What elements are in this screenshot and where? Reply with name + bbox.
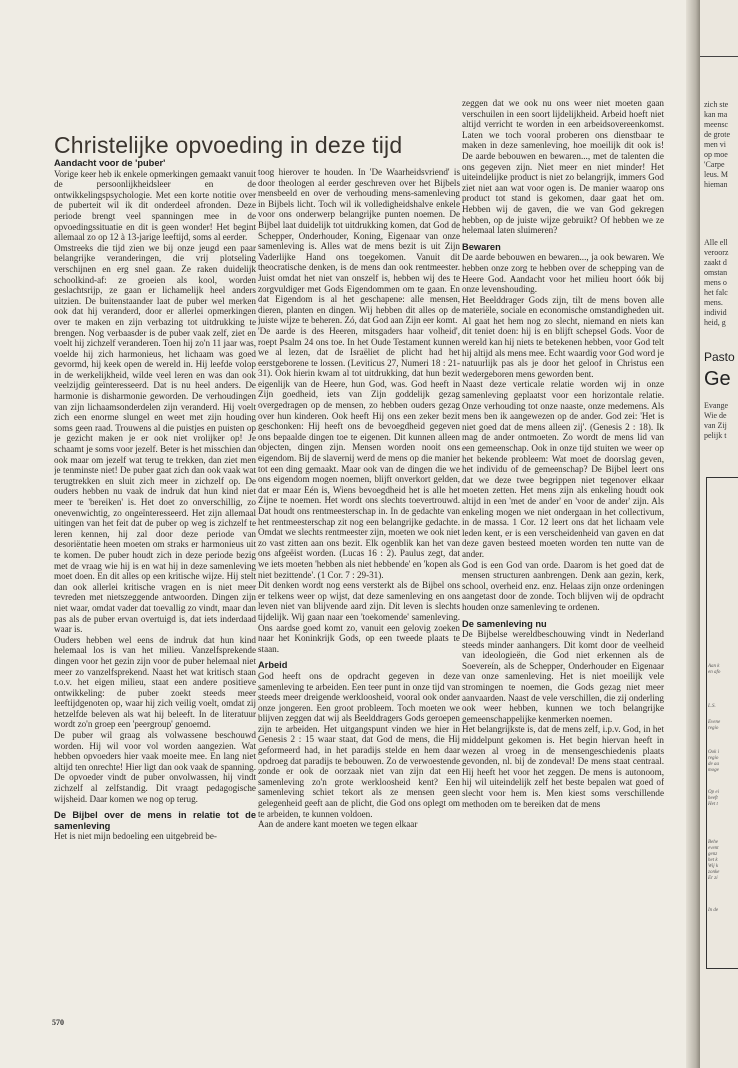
paragraph: Ouders hebben wel eens de indruk dat hun kind helemaal los is van het milieu. Vanzelfsprekende dingen voor het gezin zijn voor de puber helemaal niet meer zo vanzelfsprekend. Naast het wat kritisch staan t.o.v. het eigen milieu, staat een andere positieve ontwikkeling: de puber zoekt steeds meer leeftijdgenoten op, waar hij zich veilig voelt, omdat zij hetzelfde beleven als wat hij beleeft. In de literatuur wordt zo'n groep een 'peergroup' genoemd. <box>54 634 256 730</box>
notice-fragment: Behe event genz het k Wij k zonke Er zi <box>708 840 720 881</box>
section-heading-large: Ge <box>704 368 731 390</box>
paragraph: Omstreeks die tijd zien we bij onze jeugd een paar belangrijke veranderingen, die vrij plotseling verschijnen en erg snel gaan. Ze raken duidelijk schoolkind-af: ze groeien als kool, worden geslachtsrijp, ze gaan er lichamelijk heel anders uitzien. De buitenstaander laat de puber wel merken ook dat hij veranderd, door er allerlei opmerkingen over te maken en zijn verbazing tot uitdrukking te brengen. Nog verbaasder is de puber vaak zelf, ziet en voelt hij zichzelf veranderen. Toen hij zo'n 11 jaar was, voelde hij zich harmonieus, het lichaam was goed gevormd, hij keek open de wereld in. Hij leefde volop in de werkelijkheid, wilde veel leren en was dan ook veelzijdig geïnteresseerd. Dat is nu heel anders. De harmonie is disharmonie geworden. De verhoudingen van zijn lichaamsonderdelen zijn veranderd. Hij voelt zich een enorme slungel en weet met zijn houding soms geen raad. Trouwens al die puistjes en puisten op je gezicht maken je er ook niet vrolijker op! Je schaamt je soms voor jezelf. Beter is het misschien dan ook maar om jezelf wat terug te trekken, dan ziet men je tenminste niet! De puber gaat zich dan ook vaak wat terugtrekken en sluit zich meer in zichzelf op. De ouders hebben nu vaak de indruk dat hun kind niet meer te 'bereiken' is. Het doet zo onverschillig, zo onevenwichtig, zo ongeïnteresseerd. Het zijn allemaal uitingen van het feit dat de puber op weg is zichzelf te leren kennen, hij zal door deze periode van desoriëntatie heen moeten om straks er harmonieus uit te komen. De puber houdt zich in deze periode bezig met de vraag wie hij is en wat hij in deze samenleving moet doen. En dit alles op een kritische wijze. Hij stelt dan ook allerlei kritische vragen en is niet meer tevreden met nietszeggende antwoorden. Dingen zijn niet waar, omdat vader dat toevallig zo vindt, maar dan pas als de puber ervan overtuigd is, dat iets inderdaad waar is. <box>54 242 256 635</box>
section-heading: Aandacht voor de 'puber' <box>54 158 166 168</box>
notice-fragment: Aan k en afo <box>708 664 721 675</box>
paragraph: Het belangrijkste is, dat de mens zelf, i.p.v. God, in het middelpunt gekomen is. Het begin hiervan heeft in wezen al vroeg in de mensengeschiedenis plaats gevonden, nl. bij de zondeval! De mens staat centraal. Hij heeft het voor het zeggen. De mens is autonoom, hij wil uiteindelijk zelf het beste bepalen wat goed of slecht voor hem is. Men kiest soms verschillende methoden om te bereiken dat de mens <box>462 724 664 809</box>
book-gutter <box>686 0 700 1068</box>
right-page-text-lower: Evange Wie de van Zij pelijk t <box>704 401 728 440</box>
notice-fragment: Ook i regio de aa moge <box>708 750 719 773</box>
section-heading-small: Pasto <box>704 350 735 364</box>
paragraph: De puber wil graag als volwassene beschouwd worden. Hij wil voor vol worden aangezien. Wat hebben opvoeders hier vaak moeite mee. En lang niet altijd ten onrechte! Hier ligt dan ook vaak de spanning. De opvoeder vindt de puber onvolwassen, hij vindt zichzelf al zelfstandig. Dit vraagt pedagogische wijsheid. Daar komen we nog op terug. <box>54 730 256 804</box>
article-column-2 <box>258 167 460 1033</box>
article-title: Christelijke opvoeding in deze tijd <box>54 132 403 158</box>
right-page-edge <box>700 0 738 1068</box>
notice-fragment: Evene regio <box>708 720 721 731</box>
notice-fragment: L.S. <box>708 704 716 709</box>
section-heading: Bewaren <box>462 241 501 252</box>
paragraph: God heeft ons de opdracht gegeven in deze samenleving te arbeiden. Een teer punt in onze tijd van steeds meer dreigende werkloosheid, vooral ook onder onze jongeren. Een groot probleem. Toch moeten we blijven zeggen dat wij als Beelddragers Gods geroepen zijn te arbeiden. Het uitgangspunt vinden we hier in Genesis 2 : 15 waar staat, dat God de mens, die Hij geformeerd had, in het paradijs stelde en hem daar opdroeg dat paradijs te bebouwen. Zo de verwoestende zonde er ook de oorzaak niet van zijn dat een samenleving zo'n grote werkloosheid kent? Een samenleving schiet tekort als ze mensen geen gelegenheid geeft aan de plicht, die God ons oplegt om te arbeiden, te kunnen voldoen. <box>258 670 460 819</box>
paragraph: Het Beelddrager Gods zijn, tilt de mens boven alle materiële, sociale en economische omstandigheden uit. Al gaat het hem nog zo slecht, niemand en niets kan dit teniet doen: hij is en blijft schepsel Gods. Voor de wereld kan hij niets te betekenen hebben, voor God telt hij altijd als mens mee. Echt waardig voor God word je natuurlijk pas als je door het geloof in Christus een wedergeboren mens geworden bent. <box>462 294 664 379</box>
notice-fragment: Op ei heeft Het t <box>708 790 719 807</box>
paragraph: Naast deze verticale relatie worden wij in onze samenleving geplaatst voor een horizontale relatie. Onze verhouding tot onze naaste, onze medemens. Als mens ben ik aangewezen op de ander. God zei: 'Het is niet goed dat de mens alleen zij'. (Genesis 2 : 18). Ik mag de ander ontmoeten. Zo wordt de mens lid van een gemeenschap. Ook in onze tijd stuiten we weer op het bekende probleem: Wat moet de doorslag geven, het individu of de gemeenschap? De Bijbel leert ons dat we deze twee begrippen niet tegenover elkaar moeten zetten. Het mens zijn als enkeling houdt ook altijd in een 'met de ander' en 'voor de ander' zijn. Als enkeling mogen we niet ondergaan in het collectivum, in de massa. 1 Cor. 12 leert ons dat het lichaam vele leden kent, er is een verscheidenheid van gaven en dat deze gaven besteed moeten worden ten nutte van de ander. <box>462 379 664 559</box>
paragraph: Dit denken wordt nog eens versterkt als de Bijbel ons er telkens weer op wijst, dat deze samenleving en ons leven niet van blijvende aard zijn. Dit leven is slechts tijdelijk. Wij gaan naar een 'toekomende' samenleving. Ons aardse goed komt zo, vanuit een gelovig zoeken naar het Koninkrijk Gods, op een tweede plaats te staan. <box>258 580 460 654</box>
paragraph: 'De aarde is des Heeren, mitsgaders haar volheid', roept Psalm 24 ons toe. In het Oude Testament kunnen we al lezen, dat de Israëliet de plicht had het eerstgeborene te lossen. (Leviticus 27, Numeri 18 : 21-31). Ook hierin kwam al tot uitdrukking, dat hun bezit eigenlijk van de Heere, hun God, was. God heeft in Zijn goedheid, iets van Zijn goddelijk gezag overgedragen op de mensen, zo hebben ouders gezag over hun kinderen. Ook heeft Hij ons een zeker bezit geschonken: Hij heeft ons de bevoegdheid gegeven ons bepaalde dingen toe te eigenen. Dit kunnen alleen objecten, dingen zijn. Mensen worden nooit ons eigendom. Bij de slavernij werd de mens op die manier tot een ding gemaakt. Maar ook van de dingen die we ons eigendom mogen noemen, blijft onverkort gelden, dat er maar Eén is, Wiens bevoegdheid het is alle het Zijne te noemen. Het wordt ons slechts toevertrouwd. Dat houdt ons rentmeesterschap in. In de gedachte van het rentmeesterschap zit nog een belangrijke gedachte. Omdat we slechts rentmeester zijn, moeten we ook niet zo vast zitten aan ons bezit. Elk ogenblik kan het van ons afgeëist worden. (Lucas 16 : 2). Paulus zegt, dat we iets moeten 'hebben als niet hebbende' en 'kopen als niet bezittende'. (1 Cor. 7 : 29-31). <box>258 325 460 580</box>
page-number: 570 <box>52 1018 64 1027</box>
right-page-text-middle: Alle ell veroorz zaakt d omstan mens o het falc mens. individ heid, g <box>704 238 729 327</box>
paragraph: De Bijbelse wereldbeschouwing vindt in Nederland steeds minder aanhangers. Dit komt door de veelheid van ideologieën, die God niet erkennen als de Soevereín, als de Schepper, Onderhouder en Eigenaar van onze samenleving. Het is niet moeilijk vele stromingen te noemen, die Gods gezag niet meer aanvaarden. Naast de vele verschillen, die zij onderling ook weer hebben, kunnen we toch belangrijke gemeenschappelijke kenmerken noemen. <box>462 629 664 724</box>
paragraph: De aarde bebouwen en bewaren..., ja ook bewaren. We hebben onze zorg te hebben over de schepping van de Heere God. Aandacht voor het milieu hoort óók bij onze levenshouding. <box>462 252 664 295</box>
paragraph: toog hierover te houden. In 'De Waarheidsvriend' is door theologen al eerder geschreven over het Bijbels mensbeeld en over de verhouding mens-samenleving in Bijbels licht. Toch wil ik volledigheidshalve enkele voor ons onderwerp belangrijke punten noemen. De Bijbel laat duidelijk tot uitdrukking komen, dat God de Schepper, Onderhouder, Koning, Eigenaar van onze samenleving is. Alles wat de mens bezit is uit Zijn Vaderlijke Hand ons toegekomen. Vanuit dit theocratische denken, is de mens dan ook rentmeester. Juist omdat het niet van onszelf is, hebben wij des te zorgvuldiger met Gods Eigendommen om te gaan. En dat Eigendom is al het geschapene: alle mensen, dieren, planten en dingen. Wij hebben dit alles op de juiste wijze te beheren. Zó, dat God aan Zijn eer komt. <box>258 167 460 326</box>
article-column-3 <box>462 98 664 964</box>
section-heading: De Bijbel over de mens in relatie tot de samenleving <box>54 810 256 831</box>
paragraph: Vorige keer heb ik enkele opmerkingen gemaakt vanuit de persoonlijkheidsleer en de ontwikkelingspsychologie. Met een korte notitie over de puberteit wil ik dit onderdeel afronden. Deze periode brengt veel spanningen mee in de opvoedingssituatie en dit is geen wonder! Het begint allemaal zo op 12 à 13-jarige leeftijd, soms al eerder. <box>54 168 256 243</box>
paragraph: Het is niet mijn bedoeling een uitgebreid be- <box>54 831 217 842</box>
paragraph: zeggen dat we ook nu ons weer niet moeten gaan verschuilen in een soort lijdelijkheid. Arbeid hoeft niet altijd verricht te worden in een arbeidsovereenkomst. Laten we toch vooral proberen ons dienstbaar te maken in deze samenleving, hoe moeilijk dit ook is! De aarde bebouwen en bewaren..., met de talenten die ons gegeven zijn. Niet meer en niet minder! Het uiteindelijke product is niet zo belangrijk, immers God ziet niet aan wat voor ogen is. De manier waarop ons product tot stand is gekomen, daar gaat het om. Hebben wij de gaven, die we van God gekregen hebben, op de juiste wijze gebruikt? Of hebben we ze helemaal laten sluimeren? <box>462 98 664 236</box>
section-heading: De samenleving nu <box>462 618 547 629</box>
top-rule <box>700 56 738 57</box>
paragraph: God is een God van orde. Daarom is het goed dat de mensen structuren aanbrengen. Denk aan gezin, kerk, school, overheid enz. enz. Helaas zijn onze ordeningen aangetast door de zonde. Toch blijven wij de opdracht houden onze samenleving te ordenen. <box>462 559 664 612</box>
right-page-text-top: zich ste kan ma meensc de grote men vi op moe 'Carpe leus. M hieman <box>704 100 730 189</box>
section-heading: Arbeid <box>258 660 288 671</box>
paragraph: Aan de andere kant moeten we tegen elkaar <box>258 819 418 830</box>
article-column-1 <box>54 158 256 1024</box>
notice-fragment: In de <box>708 908 719 913</box>
